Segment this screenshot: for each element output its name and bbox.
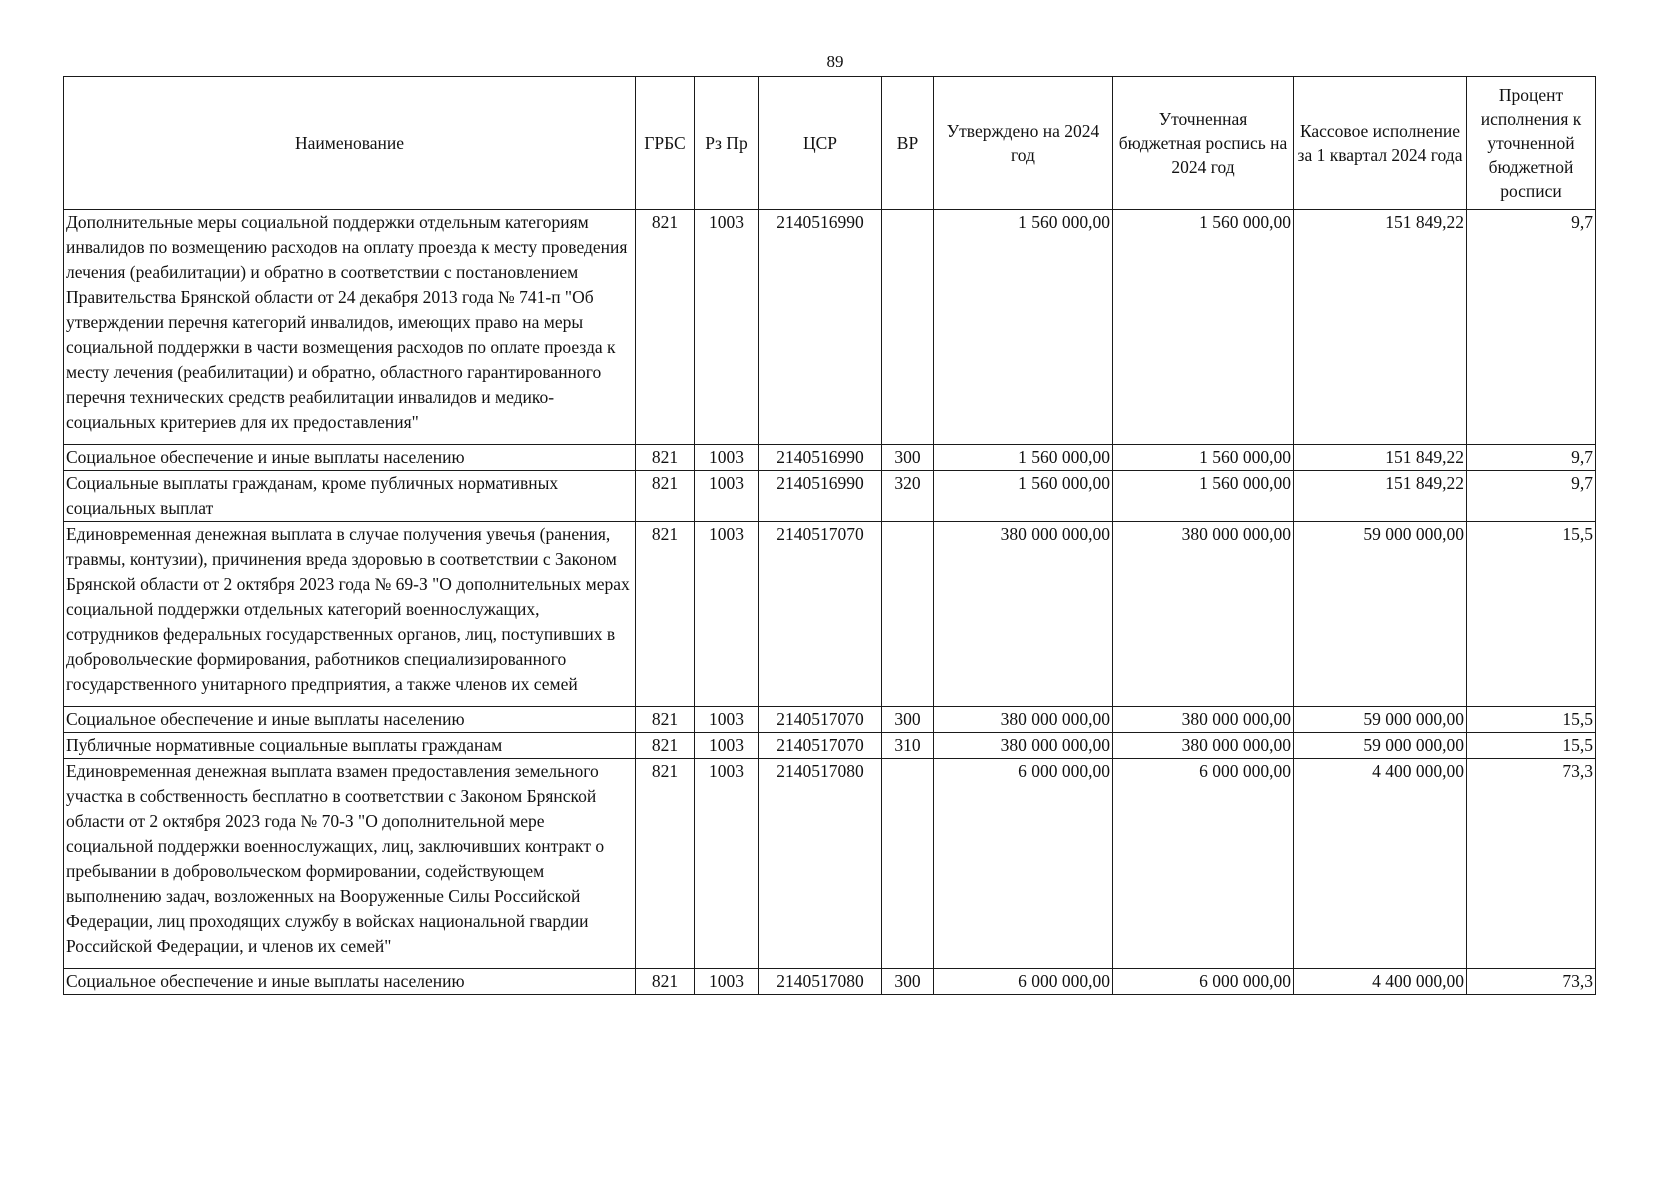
cell-vr (882, 522, 934, 707)
cell-executed: 59 000 000,00 (1294, 522, 1467, 707)
cell-rzpr: 1003 (695, 759, 759, 969)
cell-percent: 73,3 (1467, 969, 1596, 995)
cell-refined: 1 560 000,00 (1113, 445, 1294, 471)
cell-rzpr: 1003 (695, 969, 759, 995)
cell-rzpr: 1003 (695, 522, 759, 707)
table-row (64, 759, 1596, 969)
budget-table (63, 76, 1596, 995)
cell-approved: 380 000 000,00 (934, 733, 1113, 759)
col-header-executed: Кассовое исполнение за 1 квартал 2024 года (1294, 77, 1467, 210)
cell-refined: 380 000 000,00 (1113, 522, 1294, 707)
cell-executed: 151 849,22 (1294, 445, 1467, 471)
cell-csr: 2140516990 (759, 445, 882, 471)
col-header-grbs: ГРБС (636, 77, 695, 210)
cell-rzpr: 1003 (695, 471, 759, 522)
cell-grbs: 821 (636, 210, 695, 445)
cell-csr: 2140517080 (759, 969, 882, 995)
cell-approved: 1 560 000,00 (934, 210, 1113, 445)
col-header-name: Наименование (64, 77, 636, 210)
cell-vr: 310 (882, 733, 934, 759)
cell-approved: 380 000 000,00 (934, 522, 1113, 707)
cell-approved: 380 000 000,00 (934, 707, 1113, 733)
cell-percent: 9,7 (1467, 471, 1596, 522)
cell-percent: 9,7 (1467, 445, 1596, 471)
cell-percent: 15,5 (1467, 733, 1596, 759)
cell-vr (882, 210, 934, 445)
cell-percent: 15,5 (1467, 707, 1596, 733)
table-row (64, 445, 1596, 471)
cell-rzpr: 1003 (695, 733, 759, 759)
cell-csr: 2140517070 (759, 707, 882, 733)
cell-percent: 15,5 (1467, 522, 1596, 707)
cell-refined: 380 000 000,00 (1113, 733, 1294, 759)
cell-vr: 300 (882, 969, 934, 995)
table-header-row (64, 77, 1596, 210)
table-row (64, 969, 1596, 995)
cell-percent: 73,3 (1467, 759, 1596, 969)
cell-rzpr: 1003 (695, 210, 759, 445)
cell-csr: 2140517080 (759, 759, 882, 969)
cell-name: Публичные нормативные социальные выплаты гражданам (64, 733, 636, 759)
cell-refined: 1 560 000,00 (1113, 210, 1294, 445)
table-row (64, 733, 1596, 759)
cell-csr: 2140516990 (759, 210, 882, 445)
table-row (64, 471, 1596, 522)
col-header-percent: Процент исполнения к уточненной бюджетной росписи (1467, 77, 1596, 210)
col-header-approved: Утверждено на 2024 год (934, 77, 1113, 210)
cell-vr: 320 (882, 471, 934, 522)
page-number: 89 (826, 52, 844, 71)
cell-executed: 4 400 000,00 (1294, 759, 1467, 969)
cell-executed: 151 849,22 (1294, 210, 1467, 445)
cell-name: Социальные выплаты гражданам, кроме публичных нормативных социальных выплат (64, 471, 636, 522)
cell-grbs: 821 (636, 969, 695, 995)
cell-vr: 300 (882, 445, 934, 471)
cell-grbs: 821 (636, 707, 695, 733)
cell-grbs: 821 (636, 445, 695, 471)
cell-name: Социальное обеспечение и иные выплаты населению (64, 707, 636, 733)
cell-percent: 9,7 (1467, 210, 1596, 445)
cell-vr (882, 759, 934, 969)
cell-grbs: 821 (636, 522, 695, 707)
cell-approved: 6 000 000,00 (934, 759, 1113, 969)
cell-approved: 1 560 000,00 (934, 471, 1113, 522)
table-row (64, 522, 1596, 707)
cell-executed: 4 400 000,00 (1294, 969, 1467, 995)
col-header-refined: Уточненная бюджетная роспись на 2024 год (1113, 77, 1294, 210)
cell-grbs: 821 (636, 733, 695, 759)
cell-rzpr: 1003 (695, 445, 759, 471)
cell-refined: 6 000 000,00 (1113, 759, 1294, 969)
cell-name: Единовременная денежная выплата взамен предоставления земельного участка в собственность бесплатно в соответствии с Законом Брянской области от 2 октября 2023 года № 70-З "О дополнительной мере социальной поддержки военнослужащих, лиц, заключивших контракт о пребывании в добровольческом формировании, содействующем выполнению задач, возложенных на Вооруженные Силы Российской Федерации, лиц проходящих службу в войсках национальной гвардии Российской Федерации, и членов их семей" (64, 759, 636, 969)
cell-csr: 2140517070 (759, 522, 882, 707)
col-header-csr: ЦСР (759, 77, 882, 210)
cell-csr: 2140517070 (759, 733, 882, 759)
cell-name: Социальное обеспечение и иные выплаты населению (64, 969, 636, 995)
cell-executed: 59 000 000,00 (1294, 707, 1467, 733)
cell-vr: 300 (882, 707, 934, 733)
cell-refined: 6 000 000,00 (1113, 969, 1294, 995)
cell-grbs: 821 (636, 759, 695, 969)
cell-csr: 2140516990 (759, 471, 882, 522)
cell-approved: 1 560 000,00 (934, 445, 1113, 471)
col-header-rzpr: Рз Пр (695, 77, 759, 210)
table-row (64, 707, 1596, 733)
cell-name: Социальное обеспечение и иные выплаты населению (64, 445, 636, 471)
cell-refined: 1 560 000,00 (1113, 471, 1294, 522)
cell-rzpr: 1003 (695, 707, 759, 733)
cell-name: Единовременная денежная выплата в случае получения увечья (ранения, травмы, контузии), причинения вреда здоровью в соответствии с Законом Брянской области от 2 октября 2023 года № 69-З "О дополнительных мерах социальной поддержки отдельных категорий военнослужащих, сотрудников федеральных государственных органов, лиц, поступивших в добровольческие формирования, работников специализированного государственного унитарного предприятия, а также членов их семей (64, 522, 636, 707)
cell-executed: 151 849,22 (1294, 471, 1467, 522)
cell-refined: 380 000 000,00 (1113, 707, 1294, 733)
col-header-vr: ВР (882, 77, 934, 210)
cell-approved: 6 000 000,00 (934, 969, 1113, 995)
table-row (64, 210, 1596, 445)
cell-executed: 59 000 000,00 (1294, 733, 1467, 759)
cell-name: Дополнительные меры социальной поддержки отдельным категориям инвалидов по возмещению расходов на оплату проезда к месту проведения лечения (реабилитации) и обратно в соответствии с постановлением Правительства Брянской области от 24 декабря 2013 года № 741-п "Об утверждении перечня категорий инвалидов, имеющих право на меры социальной поддержки в части возмещения расходов по оплате проезда к месту лечения (реабилитации) и обратно, областного гарантированного перечня технических средств реабилитации инвалидов и медико-социальных критериев для их предоставления" (64, 210, 636, 445)
cell-grbs: 821 (636, 471, 695, 522)
